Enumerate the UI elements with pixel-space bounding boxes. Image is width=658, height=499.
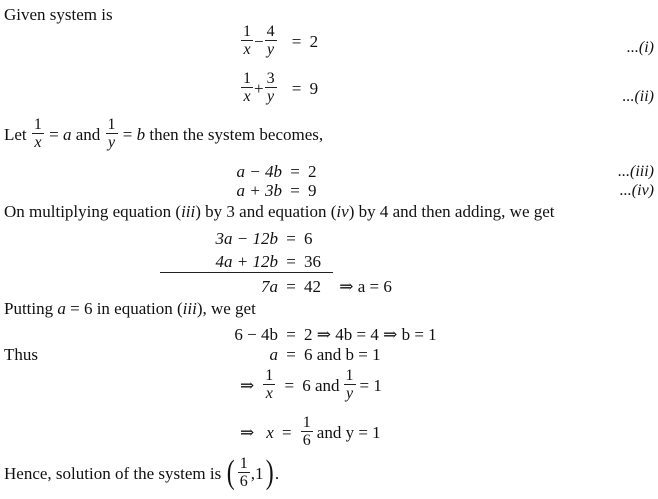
equation-iv: a + 3b = 9: [236, 181, 317, 200]
thus-label: Thus: [4, 345, 38, 364]
tag-ii: ...(ii): [622, 88, 654, 105]
intro-text: Given system is: [4, 5, 113, 24]
addition-row-2: 4a + 12b = 36: [215, 252, 321, 271]
left-paren: (: [227, 454, 236, 491]
equation-ii: $\frac{1}{x}$ + $\frac{3}{y}$ = 9: [243, 70, 319, 105]
tag-iv: ...(iv): [619, 182, 654, 199]
sum-rule: [160, 272, 333, 273]
fraction-4-over-y: $\frac{4}{y}$: [266, 23, 275, 58]
right-paren: ): [265, 454, 274, 491]
multiply-instruction: On multiplying equation (iii) by 3 and equation (iv) by 4 and then adding, we get: [4, 202, 555, 221]
equation-i: $\frac{1}{x}$ − $\frac{4}{y}$ = 2: [243, 23, 319, 58]
fraction-1-over-6: $\frac{1}{6}$: [302, 414, 311, 449]
fraction-1-over-y: $\frac{1}{y}$: [107, 116, 116, 151]
result-a: ⇒ a = 6: [339, 277, 392, 296]
equation-iii: a − 4b = 2: [236, 162, 317, 181]
conclusion-line: Hence, solution of the system is ( $\frac{1}{6}$ , 1 ) .: [4, 454, 280, 491]
putting-line: Putting a = 6 in equation (iii), we get: [4, 299, 256, 318]
reciprocal-line: ⇒ $\frac{1}{x}$ = 6 and $\frac{1}{y}$ = 1: [240, 367, 382, 402]
addition-row-3: 7a = 42 ⇒ a = 6: [261, 277, 392, 296]
thus-line: a = 6 and b = 1: [269, 345, 381, 364]
tag-i: ...(i): [626, 39, 654, 56]
fraction-1-over-x: $\frac{1}{x}$: [243, 23, 251, 58]
final-xy-line: ⇒ x = $\frac{1}{6}$ and y = 1: [240, 414, 381, 449]
tag-iii: ...(iii): [618, 163, 654, 180]
fraction-1-over-x: $\frac{1}{x}$: [243, 70, 251, 105]
fraction-1-over-6: $\frac{1}{6}$: [239, 455, 248, 490]
fraction-3-over-y: $\frac{3}{y}$: [266, 70, 275, 105]
addition-row-1: 3a − 12b = 6: [215, 229, 313, 248]
solve-b-line: 6 − 4b = 2 ⇒ 4b = 4 ⇒ b = 1: [234, 325, 437, 344]
substitution-line: Let $\frac{1}{x}$ = a and $\frac{1}{y}$ = b then the system becomes,: [4, 116, 324, 151]
fraction-1-over-x: $\frac{1}{x}$: [265, 367, 274, 402]
fraction-1-over-x: $\frac{1}{x}$: [33, 116, 42, 151]
fraction-1-over-y: $\frac{1}{y}$: [345, 367, 354, 402]
